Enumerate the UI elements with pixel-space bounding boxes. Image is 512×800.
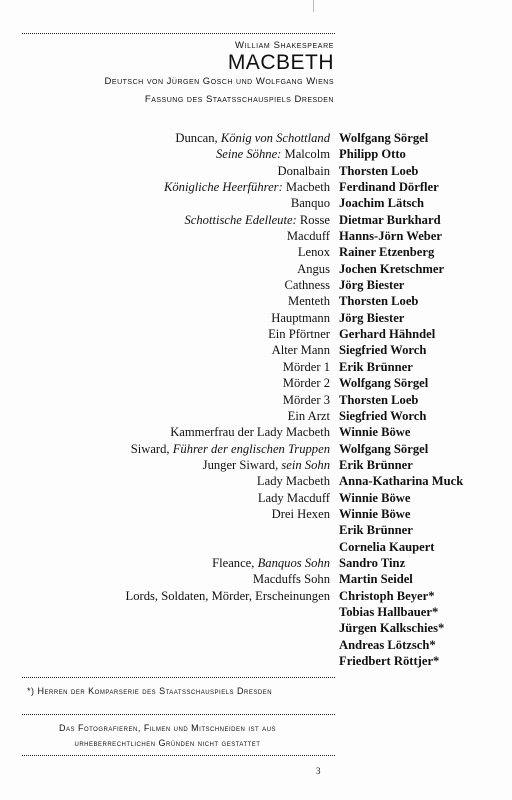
role-description: Königliche Heerführer:	[163, 180, 283, 195]
version-credit: Fassung des Staatsschauspiels Dresden	[144, 94, 334, 105]
role-name	[131, 441, 330, 457]
actor-name: Wolfgang Sörgel	[339, 131, 429, 145]
role-name	[126, 588, 330, 604]
cast-row	[0, 359, 512, 375]
cast-row	[0, 146, 512, 162]
role-text: Rosse	[296, 212, 330, 227]
top-dotted-rule	[22, 33, 335, 34]
cast-row	[0, 163, 512, 179]
role-text: Hauptmann	[271, 310, 330, 325]
role-text: Lady Macbeth	[256, 474, 330, 489]
role-name	[253, 571, 330, 587]
footnote-dotted-rule	[22, 677, 335, 678]
actor-name: Joachim Lätsch	[339, 196, 425, 211]
cast-row	[0, 620, 512, 636]
role-name	[272, 342, 330, 358]
bottom-dotted-rule	[22, 755, 335, 756]
role-text: Junger Siward,	[202, 457, 282, 472]
role-name	[272, 506, 330, 522]
cast-row	[0, 277, 512, 293]
role-text: Malcolm	[281, 147, 330, 162]
cast-row	[0, 261, 512, 277]
actor-name: Jochen Kretschmer	[339, 261, 445, 276]
actor-name: Cornelia Kaupert	[339, 539, 435, 554]
page-number: 3	[316, 766, 321, 776]
cast-row	[0, 424, 512, 440]
role-description: Banquos Sohn	[257, 555, 330, 570]
actor-name: Winnie Böwe	[339, 490, 411, 505]
role-name	[203, 457, 330, 473]
actor-name: Erik Brünner	[339, 457, 413, 472]
role-description: König von Schottland	[220, 131, 330, 145]
actor-name: Friedbert Röttjer*	[339, 654, 440, 668]
cast-row	[0, 457, 512, 473]
role-text: Lady Macduff	[257, 490, 330, 505]
role-name	[216, 146, 330, 162]
cast-row	[0, 490, 512, 506]
cast-row	[0, 310, 512, 326]
role-description: Seine Söhne:	[215, 147, 282, 162]
cast-row	[0, 408, 512, 424]
role-text: Mörder 3	[282, 392, 330, 407]
actor-name: Jörg Biester	[339, 310, 405, 325]
cast-row	[0, 653, 512, 669]
role-description: sein Sohn	[281, 457, 330, 472]
role-text: Mörder 2	[282, 376, 330, 391]
actor-name: Anna-Katharina Muck	[339, 474, 464, 489]
role-name	[287, 228, 330, 244]
cast-row	[0, 179, 512, 195]
cast-row	[0, 604, 512, 620]
actor-name: Dietmar Burkhard	[339, 212, 441, 227]
role-text: Mörder 1	[282, 359, 330, 374]
cast-row	[0, 375, 512, 391]
cast-row	[0, 473, 512, 489]
role-text: Angus	[297, 261, 330, 276]
actor-name: Christoph Beyer*	[339, 588, 435, 603]
actor-name: Siegfried Worch	[339, 408, 427, 423]
cast-list	[0, 130, 512, 669]
actor-name: Jörg Biester	[339, 278, 405, 293]
actor-name: Wolfgang Sörgel	[339, 376, 429, 391]
actor-name: Erik Brünner	[339, 359, 413, 374]
role-text: Macbeth	[282, 180, 330, 195]
role-name	[297, 261, 330, 277]
role-name	[170, 424, 330, 440]
recording-notice-line2: urheberrechtlichen Gründen nicht gestattet	[74, 738, 261, 748]
cast-row	[0, 522, 512, 538]
role-text: Ein Pförtner	[268, 327, 330, 342]
actor-name: Andreas Lötzsch*	[339, 637, 436, 652]
role-text: Kammerfrau der Lady Macbeth	[170, 425, 330, 440]
actor-name: Ferdinand Dörfler	[339, 180, 439, 195]
role-text: Ein Arzt	[287, 408, 330, 423]
role-text: Duncan,	[175, 131, 221, 145]
actor-name: Thorsten Loeb	[339, 163, 419, 178]
actor-name: Sandro Tinz	[339, 555, 406, 570]
cast-row	[0, 588, 512, 604]
actor-name: Martin Seidel	[339, 572, 413, 587]
role-description: Führer der englischen Truppen	[172, 441, 330, 456]
role-text: Macduffs Sohn	[252, 572, 330, 587]
actor-name: Winnie Böwe	[339, 425, 411, 440]
role-name	[268, 326, 330, 342]
cast-row	[0, 637, 512, 653]
cast-row	[0, 228, 512, 244]
actor-name: Thorsten Loeb	[339, 392, 419, 407]
role-description: Schottische Edelleute:	[184, 212, 297, 227]
role-text: Banquo	[290, 196, 330, 211]
actor-name: Thorsten Loeb	[339, 294, 419, 309]
actor-name: Erik Brünner	[339, 523, 413, 538]
role-name	[278, 163, 330, 179]
play-title: MACBETH	[227, 51, 334, 74]
role-text: Donalbain	[277, 163, 330, 178]
cast-row	[0, 392, 512, 408]
translation-credit: Deutsch von Jürgen Gosch und Wolfgang Wiens	[104, 76, 334, 87]
cast-row	[0, 130, 512, 146]
role-name	[291, 195, 330, 211]
role-name	[283, 392, 330, 408]
role-name	[283, 359, 330, 375]
cast-row	[0, 571, 512, 587]
notice-dotted-rule	[22, 714, 335, 715]
actor-name: Rainer Etzenberg	[339, 245, 435, 260]
role-name	[212, 555, 330, 571]
role-text: Lords, Soldaten, Mörder, Erscheinungen	[125, 588, 330, 603]
role-name	[283, 375, 330, 391]
cast-row	[0, 342, 512, 358]
role-name	[164, 179, 330, 195]
recording-notice-line1: Das Fotografieren, Filmen und Mitschneiden ist aus	[58, 723, 277, 733]
role-text: Cathness	[284, 278, 330, 293]
role-text: Macduff	[286, 229, 330, 244]
cast-row	[0, 293, 512, 309]
role-text: Siward,	[130, 441, 173, 456]
role-name	[185, 212, 331, 228]
role-name	[285, 277, 330, 293]
role-name	[258, 490, 330, 506]
extras-footnote: *) Herren der Komparserie des Staatsschauspiels Dresden	[27, 686, 273, 696]
cast-row	[0, 539, 512, 555]
actor-name: Philipp Otto	[339, 147, 406, 162]
role-name	[288, 293, 330, 309]
role-name	[257, 473, 330, 489]
role-name	[175, 130, 330, 146]
cast-row	[0, 195, 512, 211]
role-text: Fleance,	[212, 555, 258, 570]
role-text: Menteth	[288, 294, 330, 309]
role-name	[288, 408, 330, 424]
role-text: Alter Mann	[271, 343, 330, 358]
cast-row	[0, 244, 512, 260]
cast-row	[0, 212, 512, 228]
role-name	[271, 310, 330, 326]
crop-mark	[313, 0, 314, 12]
actor-name: Jürgen Kalkschies*	[339, 621, 445, 636]
role-name	[298, 244, 330, 260]
actor-name: Wolfgang Sörgel	[339, 441, 429, 456]
role-text: Drei Hexen	[271, 506, 330, 521]
author-name: William Shakespeare	[235, 40, 334, 51]
cast-row	[0, 506, 512, 522]
cast-row	[0, 326, 512, 342]
cast-row	[0, 555, 512, 571]
actor-name: Hanns-Jörn Weber	[339, 229, 442, 244]
cast-row	[0, 441, 512, 457]
actor-name: Gerhard Hähndel	[339, 327, 436, 342]
actor-name: Winnie Böwe	[339, 506, 411, 521]
actor-name: Tobias Hallbauer*	[339, 604, 439, 619]
role-text: Lenox	[297, 245, 330, 260]
actor-name: Siegfried Worch	[339, 343, 427, 358]
